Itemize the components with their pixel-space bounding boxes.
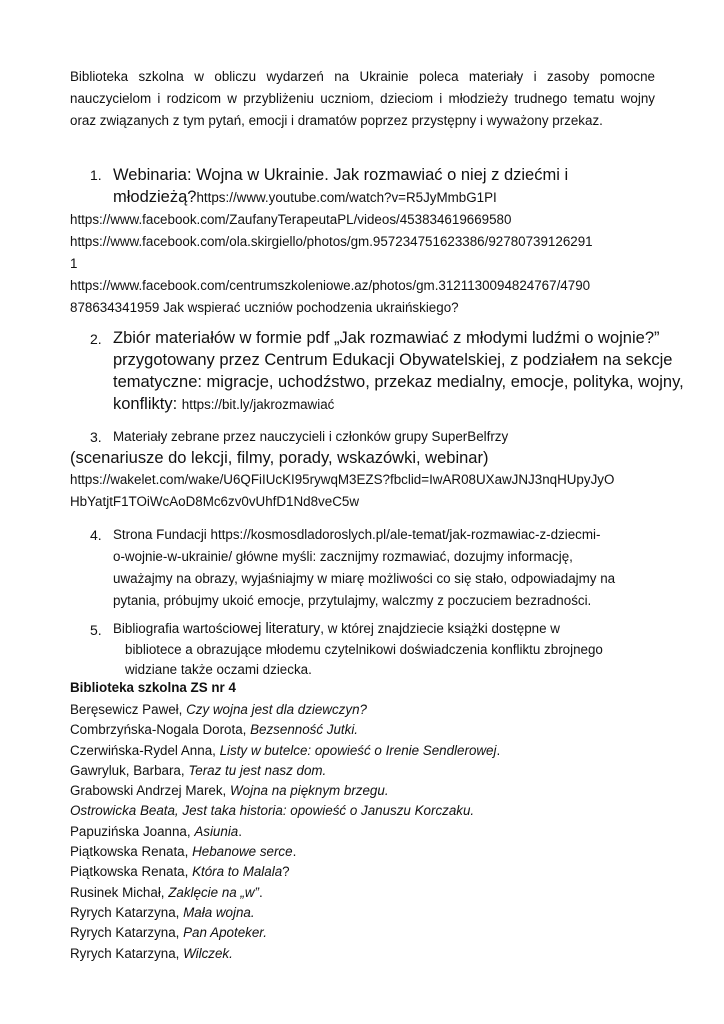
item5-line1a: Bibliografia wartości [113,621,233,636]
item2-line3: tematyczne: migracje, uchodźstwo, przekaz medialny, emocje, polityka, wojny, [113,373,684,391]
item1-line1: Webinaria: Wojna w Ukrainie. Jak rozmawiać o niej z dziećmi i [113,166,569,184]
item4-line4: pytania, próbujmy ukoić emocje, przytulajmy, walczmy z poczuciem bezradności. [113,593,592,608]
bib-author: Combrzyńska-Nogala Dorota, [70,722,251,738]
item5-line2: bibliotece a obrazujące młodemu czytelnikowi doświadczenia konfliktu zbrojnego [125,641,603,657]
wakelet-link-cont[interactable]: HbYatjtF1TOiWcAoD8Mc6zv0vUhfD1Nd8veC5w [70,494,359,509]
bib-title: Wojna na pięknym brzegu. [230,783,389,799]
item5-text [113,619,603,681]
bib-title: Bezsenność Jutki. [250,722,359,738]
item5-number: 5. [90,622,102,638]
bib-suffix: . [259,884,263,900]
bibliography-entry [70,781,500,801]
facebook-link-2-cont[interactable]: 1 [70,256,78,271]
item1-line2a: młodzieżą? [113,188,197,206]
bib-title: Asiunia [194,823,239,839]
item2-number: 2. [90,331,102,347]
bibliography-entry [70,700,500,720]
item2-line4a: konflikty: [113,395,182,413]
item4-text [113,524,615,612]
bib-author: Gawryluk, Barbara, [70,762,189,778]
bib-title: Ostrowicka Beata, Jest taka historia: opowieść o Januszu Korczaku. [70,803,475,819]
bib-author: Piątkowska Renata, [70,864,193,880]
item4-line1: Strona Fundacji https://kosmosdladoroslych.pl/ale-temat/jak-rozmawiac-z-dziecmi- [113,527,601,542]
bitly-link[interactable]: https://bit.ly/jakrozmawiać [181,397,335,412]
bibliography-entry [70,822,500,842]
item2-line2: przygotowany przez Centrum Edukacji Obywatelskiej, z podziałem na sekcje [113,351,673,369]
bibliography-list [70,700,500,964]
bib-title: Pan Apoteker. [183,925,267,941]
bib-title: Czy wojna jest dla dziewczyn? [186,702,367,717]
bib-author: Beręsewicz Paweł, [70,702,187,717]
bibliography-entry [70,720,500,740]
bib-suffix: . [292,844,297,860]
bibliography-entry [70,883,500,903]
bib-author: Ryrych Katarzyna, [70,945,184,961]
bib-title: Mała wojna. [183,904,255,920]
item4-line2: o-wojnie-w-ukrainie/ główne myśli: zacznijmy rozmawiać, dozujmy informację, [113,549,573,564]
item2-line1: Zbiór materiałów w formie pdf „Jak rozmawiać z młodymi ludźmi o wojnie?” [113,329,660,347]
bibliography-title: Biblioteka szkolna ZS nr 4 [70,680,236,695]
item3-number: 3. [90,429,102,445]
bib-title: Wilczek. [183,945,233,961]
bib-author: Rusinek Michał, [70,884,169,900]
bibliography-entry [70,741,500,761]
wakelet-link[interactable]: https://wakelet.com/wake/U6QFiIUcKI95rywqM3EZS?fbclid=IwAR08UXawJNJ3nqHUpyJyO [70,472,615,487]
bib-author: Piątkowska Renata, [70,844,193,860]
item1-links [70,209,593,319]
bib-author: Papuzińska Joanna, [70,823,195,839]
bib-title: Hebanowe serce [192,844,293,860]
item2-text [113,327,684,416]
item4-line3: uważajmy na obrazy, wyjaśniajmy w miarę możliwości co się stało, odpowiadajmy na [113,571,616,586]
bib-suffix: . [496,742,501,758]
bib-title: Która to Malala [192,864,283,880]
facebook-link-3[interactable]: https://www.facebook.com/centrumszkoleniowe.az/photos/gm.3121130094824767/4790 [70,278,591,293]
item3-line1: Materiały zebrane przez nauczycieli i członków grupy SuperBelfrzy [113,429,509,444]
bib-suffix: ? [282,864,290,880]
item5-line1c: , w której znajdziecie książki dostępne w [320,621,560,636]
bib-suffix: . [238,823,242,839]
item5-line3: widziane także oczami dziecka. [125,662,312,677]
item3-links [70,469,614,513]
bib-author: Ryrych Katarzyna, [70,925,184,941]
facebook-link-2[interactable]: https://www.facebook.com/ola.skirgiello/photos/gm.957234751623386/92780739126291 [70,234,593,249]
bibliography-entry [70,801,500,821]
bibliography-entry [70,944,500,964]
item5-line1b: owej literatury [232,621,321,637]
bibliography-entry [70,862,500,882]
bib-title: Listy w butelce: opowieść o Irenie Sendlerowej [219,742,497,758]
bibliography-entry [70,903,500,923]
facebook-link-1[interactable]: https://www.facebook.com/ZaufanyTerapeutaPL/videos/453834619669580 [70,212,512,227]
bibliography-entry [70,761,500,781]
bib-title: Teraz tu jest nasz dom. [188,762,327,778]
bibliography-entry [70,923,500,943]
bib-author: Ryrych Katarzyna, [70,904,184,920]
bib-author: Czerwińska-Rydel Anna, [70,742,220,758]
item4-number: 4. [90,527,102,543]
item1-heading [113,164,568,209]
item3-line2: (scenariusze do lekcji, filmy, porady, wskazówki, webinar) [70,449,489,467]
item1-number: 1. [90,167,102,183]
bibliography-entry [70,842,500,862]
youtube-link[interactable]: https://www.youtube.com/watch?v=R5JyMmbG1PI [196,190,497,205]
facebook-link-3-cont: 878634341959 Jak wspierać uczniów pochodzenia ukraińskiego? [70,300,459,315]
bib-title: Zaklęcie na „w” [168,884,260,900]
bib-author: Grabowski Andrzej Marek, [70,783,231,799]
intro-paragraph: Biblioteka szkolna w obliczu wydarzeń na Ukrainie poleca materiały i zasoby pomocne nauczycielom i rodzicom w przybliżeniu uczniom, dzieciom i młodzieży trudnego tematu wojny oraz związanych z tym pytań, emocji i dramatów poprzez przystępny i wyważony przekaz. [70,69,655,128]
